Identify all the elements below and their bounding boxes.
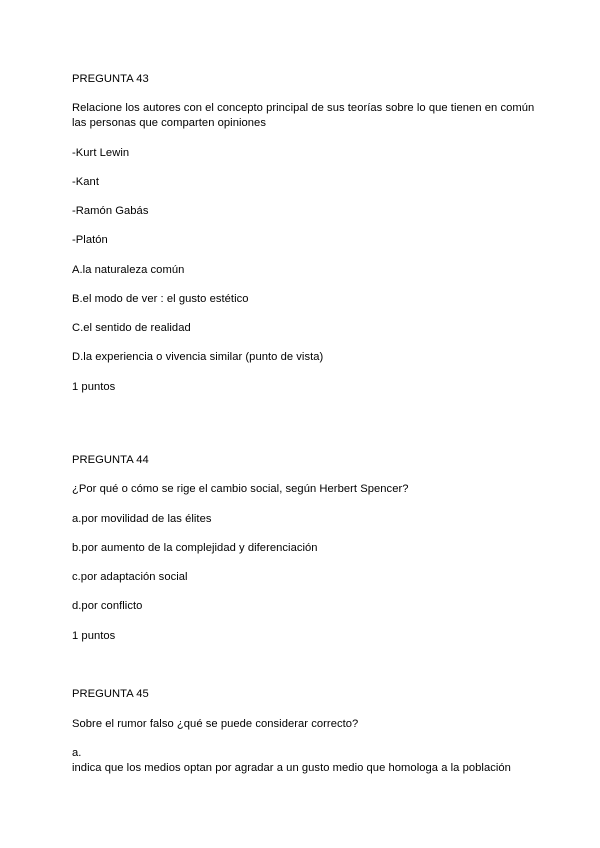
question-43-option-b: B.el modo de ver : el gusto estético: [72, 293, 249, 305]
question-45-option-a-letter: a.: [72, 747, 82, 759]
question-45-option-a-text: indica que los medios optan por agradar a un gusto medio que homologa a la población: [72, 762, 511, 774]
question-44-option-c: c.por adaptación social: [72, 571, 188, 583]
question-43-points: 1 puntos: [72, 381, 116, 393]
question-43-heading: PREGUNTA 43: [72, 73, 149, 85]
question-43-item-ramon-gabas: -Ramón Gabás: [72, 205, 149, 217]
question-43-prompt-line-2: las personas que comparten opiniones: [72, 117, 266, 129]
question-45-heading: PREGUNTA 45: [72, 688, 149, 700]
question-43-option-a: A.la naturaleza común: [72, 264, 185, 276]
question-44-option-a: a.por movilidad de las élites: [72, 513, 212, 525]
question-44-heading: PREGUNTA 44: [72, 454, 149, 466]
question-44-option-d: d.por conflicto: [72, 600, 143, 612]
question-43-item-platon: -Platón: [72, 234, 108, 246]
question-43-item-kurt-lewin: -Kurt Lewin: [72, 147, 130, 159]
question-43-option-d: D.la experiencia o vivencia similar (punto de vista): [72, 351, 324, 363]
question-44-points: 1 puntos: [72, 630, 116, 642]
question-44-option-b: b.por aumento de la complejidad y diferenciación: [72, 542, 318, 554]
question-43-prompt-line-1: Relacione los autores con el concepto principal de sus teorías sobre lo que tienen en común: [72, 102, 535, 114]
question-43-option-c: C.el sentido de realidad: [72, 322, 191, 334]
question-45-prompt: Sobre el rumor falso ¿qué se puede considerar correcto?: [72, 718, 359, 730]
question-43-item-kant: -Kant: [72, 176, 99, 188]
question-44-prompt: ¿Por qué o cómo se rige el cambio social, según Herbert Spencer?: [72, 483, 409, 495]
